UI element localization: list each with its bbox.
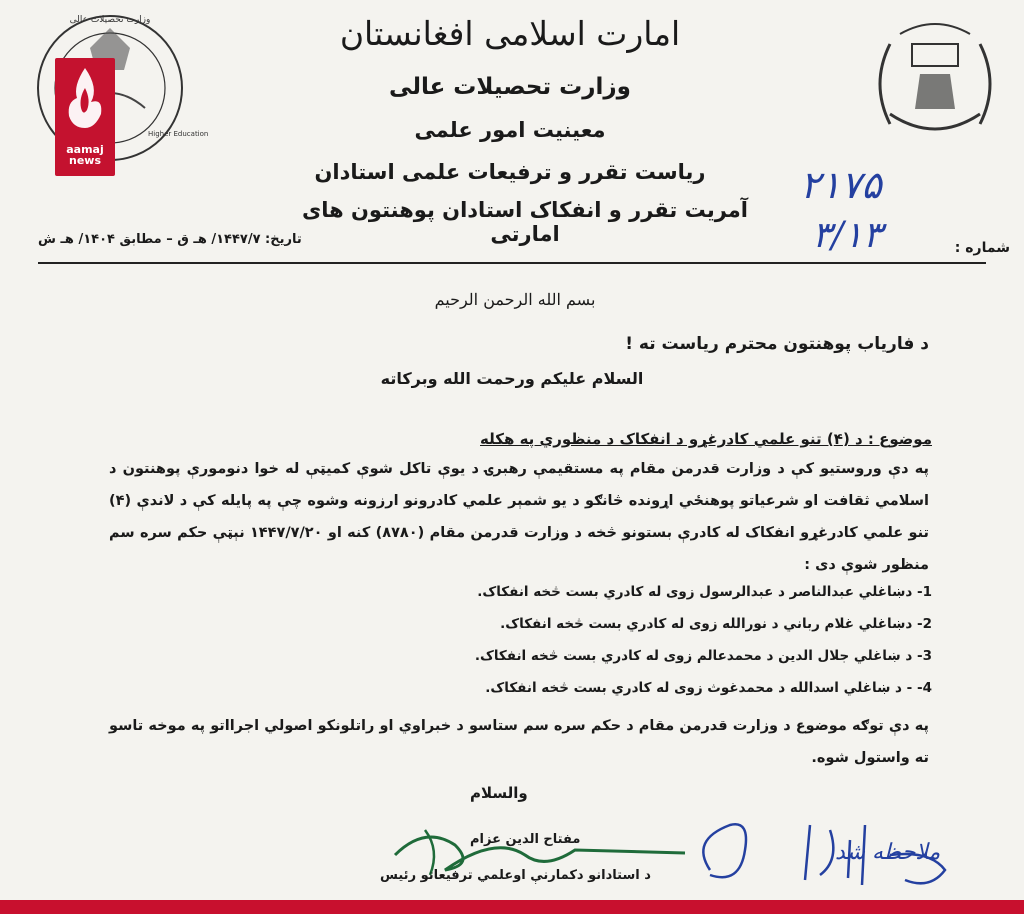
bottom-brand-bar bbox=[0, 900, 1024, 914]
signer-name: مفتاح الدین عزام bbox=[470, 832, 581, 847]
list-item: 1- دښاغلي عبدالناصر د عبدالرسول زوی له کادري بست څخه انفکاک. bbox=[477, 584, 932, 600]
emirate-emblem bbox=[860, 14, 1010, 154]
svg-text:وزارت تحصیلات عالی: وزارت تحصیلات عالی bbox=[69, 15, 151, 25]
body-paragraph: په دې وروستیو کې د وزارت قدرمن مقام په مستقیمې رهبرۍ د یوې تاکل شوې کمیټې له خوا دنومورې پوهنتون د اسلامي ثقافت او شرعیاتو پوهنځي اړونده څانګو د یو شمېر علمي کادرونو ارزونه وشوه چې په پایله کې د لاندې (۴) تنو علمي کادرغړو انفکاک له کادرې بستونو څخه د وزارت قدرمن مقام (۸۷۸۰) کنه او ۱۴۴۷/۷/۲۰ نېټې حکم سره سم منظور شوې دی : bbox=[109, 461, 929, 573]
number-label: شماره : bbox=[954, 240, 1010, 256]
handwritten-number-bottom: ۳/۱۳ bbox=[812, 215, 883, 256]
presidency-title: ریاست تقرر و ترفیعات علمی استادان bbox=[314, 160, 706, 184]
subject-line bbox=[480, 430, 932, 448]
date-line: تاریخ: ۱۴۴۷/۷/ هـ ق – مطابق ۱۴۰۴/ هـ ش bbox=[38, 232, 302, 247]
emirate-title: امارت اسلامی افغانستان bbox=[339, 14, 681, 53]
deputy-ministry: معینیت امور علمی bbox=[414, 118, 606, 142]
salutation: السلام علیکم ورحمت الله وبرکاته bbox=[380, 369, 644, 388]
aamaj-news-badge bbox=[55, 58, 115, 176]
closing-paragraph: په دې توګه موضوع د وزارت قدرمن مقام د حکم سره سم ستاسو د خبراوي او راتلونکو اصولي اجرااتو په موخه تاسو ته واستول شوه. bbox=[109, 718, 929, 766]
ministry-title: وزارت تحصیلات عالی bbox=[389, 74, 631, 100]
list-item: 4- - د ښاغلي اسدالله د محمدغوث زوی له کادري بست څخه انفکاک. bbox=[485, 680, 932, 696]
list-item: 2- دښاغلي غلام رباني د نورالله زوی له کادري بست څخه انفکاک. bbox=[500, 616, 932, 632]
wassalam: والسلام bbox=[470, 784, 528, 802]
list-item: 3- د ښاغلي جلال الدین د محمدعالم زوی له کادري بست څخه انفکاک. bbox=[474, 648, 932, 664]
directorate-title: آمریت تقرر و انفکاک استادان پوهنتون های امارتی bbox=[302, 198, 748, 246]
subject-text: موضوع : د (۴) تنو علمي کادرغړو د انفکاک د منظوري په هکله bbox=[480, 430, 932, 448]
bismillah: بسم الله الرحمن الرحیم bbox=[434, 290, 596, 309]
flame-logo-icon bbox=[55, 58, 115, 138]
svg-text:Higher Education: Higher Education bbox=[148, 130, 209, 138]
addressee: د فاریاب پوهنتون محترم ریاست ته ! bbox=[625, 334, 929, 354]
badge-line2: news bbox=[68, 154, 101, 167]
header-rule bbox=[38, 262, 986, 264]
signer-title: د استادانو دکمارنې اوعلمي ترفیعاتو رئیس bbox=[380, 868, 651, 883]
handwritten-number-top: ۲۱۷۵ bbox=[800, 163, 882, 207]
badge-line1: aamaj bbox=[66, 143, 104, 156]
handwritten-note: ملاحظه شد bbox=[835, 840, 941, 865]
